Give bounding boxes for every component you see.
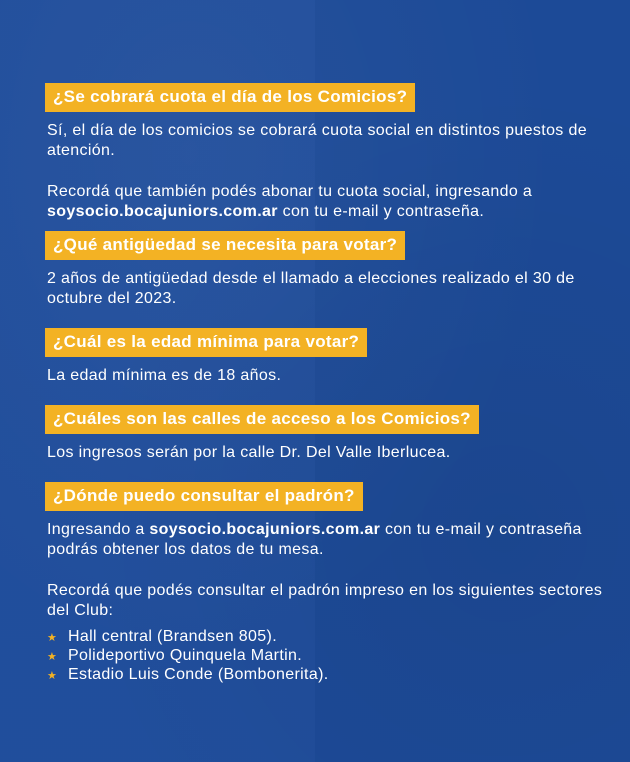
- faq-answer-edad: La edad mínima es de 18 años.: [47, 367, 282, 384]
- soysocio-link[interactable]: soysocio.bocajuniors.com.ar: [47, 203, 278, 220]
- soysocio-link-padron[interactable]: soysocio.bocajuniors.com.ar: [149, 521, 381, 538]
- faq-answer-calles: Los ingresos serán por la calle Dr. Del Valle Iberlucea.: [47, 444, 451, 461]
- faq-question-padron: ¿Dónde puedo consultar el padrón?: [45, 482, 363, 511]
- star-icon: ★: [47, 669, 58, 682]
- list-item: ★ Polideportivo Quinquela Martin.: [47, 647, 303, 664]
- faq-answer-cuota: Sí, el día de los comicios se cobrará cuota social en distintos puestos de atención.: [47, 122, 587, 159]
- star-icon: ★: [47, 650, 58, 663]
- faq-content: [47, 83, 607, 684]
- faq-answer-antiguedad: 2 años de antigüedad desde el llamado a elecciones realizado el 30 de octubre del 2023.: [47, 270, 575, 307]
- star-icon: ★: [47, 631, 58, 644]
- list-item: ★ Hall central (Brandsen 805).: [47, 628, 278, 645]
- faq-answer-padron-impreso: Recordá que podés consultar el padrón impreso en los siguientes sectores del Club:: [47, 582, 603, 619]
- faq-question-calles: ¿Cuáles son las calles de acceso a los Comicios?: [45, 405, 479, 434]
- sectores-list: [47, 627, 607, 684]
- list-item: ★ Estadio Luis Conde (Bombonerita).: [47, 666, 329, 683]
- faq-question-cuota: ¿Se cobrará cuota el día de los Comicios?: [45, 83, 415, 112]
- faq-question-antiguedad: ¿Qué antigüedad se necesita para votar?: [45, 231, 405, 260]
- faq-answer-padron: Ingresando a soysocio.bocajuniors.com.ar con tu e-mail y contraseña podrás obtener los datos de tu mesa.: [47, 521, 582, 558]
- faq-question-edad: ¿Cuál es la edad mínima para votar?: [45, 328, 367, 357]
- faq-answer-cuota-online: Recordá que también podés abonar tu cuota social, ingresando a soysocio.bocajuniors.com.ar con tu e-mail y contraseña.: [47, 183, 533, 220]
